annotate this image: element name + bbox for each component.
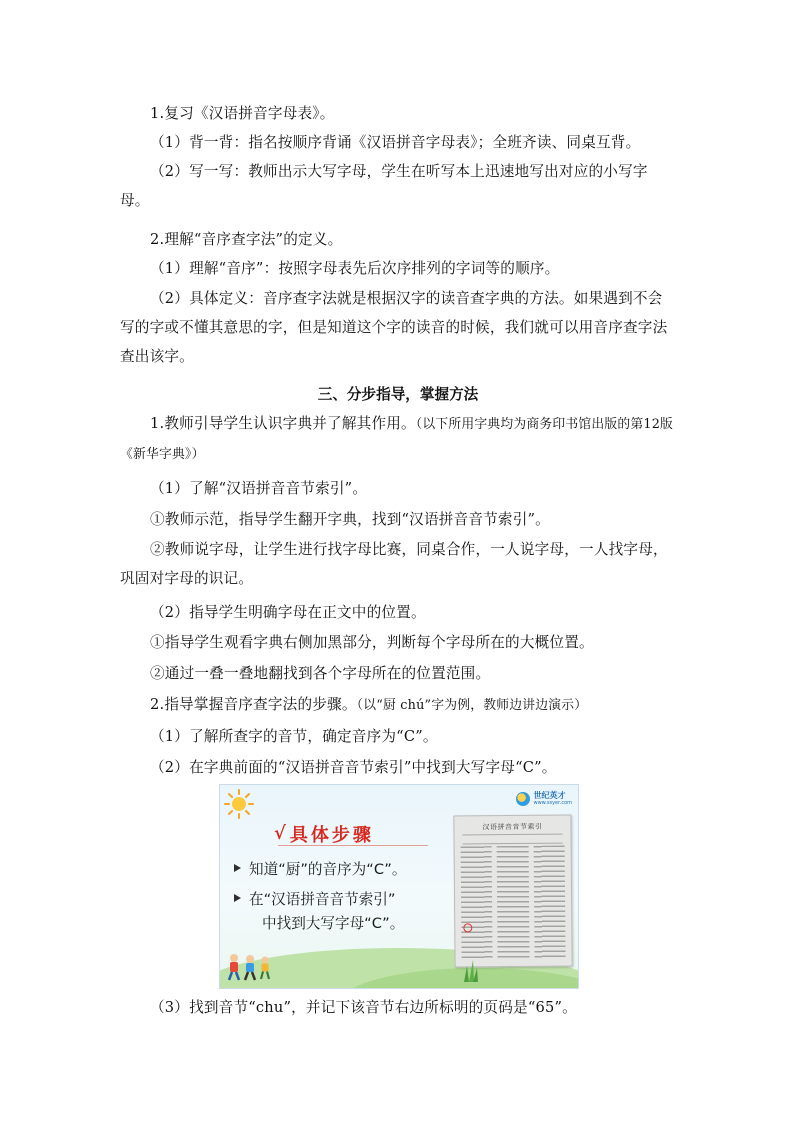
slide-bullet-2-continued: 中找到大写字母“C”。 [262,915,405,932]
syllable-index-photo [453,814,572,967]
grass-icon [460,958,480,982]
paragraph-understand-order: （1）理解“音序”：按照字母表先后次序排列的字词等的顺序。 [150,260,560,277]
logo-icon [516,792,530,806]
index-photo-title: 汉语拼音音节索引 [482,822,543,832]
slide-title-text: 具体步骤 [289,825,374,846]
paragraph-understand-definition: 2.理解“音序查字法”的定义。 [150,231,343,248]
paragraph-definition: （2）具体定义：音序查字法就是根据汉字的读音查字典的方法。如果遇到不会写的字或不懂其意思的字，但是知道这个字的读音的时候，我们就可以用音序查字法查出该字。 [120,290,668,365]
logo-url: www.ssyer.com [533,800,572,806]
paragraph-step-1: （1）了解所查字的音节，确定音序为“C”。 [150,728,438,745]
slide-bullet-2 [234,889,395,911]
paragraph-steps-text: 2.指导掌握音序查字法的步骤。 [150,696,357,713]
paragraph-syllable-index: （1）了解“汉语拼音音节索引”。 [150,480,368,497]
index-column [497,846,529,958]
red-circle-mark-icon [463,923,472,932]
title-underline [278,845,428,846]
paragraph-step-2: （2）在字典前面的“汉语拼音音节索引”中找到大写字母“C”。 [150,759,557,776]
steps-example-note: （以“厨 chú”字为例，教师边讲边演示） [356,698,588,713]
paragraph-know-dictionary [120,409,676,469]
triangle-bullet-icon [234,894,241,902]
paragraph-letter-position: （2）指导学生明确字母在正文中的位置。 [150,604,426,621]
slide-image [219,784,579,989]
logo-name: 世纪英才 [533,791,566,800]
paragraph-steps [120,690,676,720]
index-column [461,846,493,958]
slide-bullet-1 [234,859,406,881]
paragraph-write: （2）写一写：教师出示大写字母，学生在听写本上迅速地写出对应的小写字母。 [120,163,648,209]
paragraph-flip-range: ②通过一叠一叠地翻找到各个字母所在的位置范围。 [150,665,491,682]
slide-title [274,821,374,847]
triangle-bullet-icon [234,864,241,872]
paragraph-letter-game: ②教师说字母，让学生进行找字母比赛，同桌合作，一人说字母，一人找字母，巩固对字母的识记。 [120,541,668,587]
paragraph-black-edge: ①指导学生观看字典右侧加黑部分，判断每个字母所在的大概位置。 [150,634,594,651]
dictionary-edition-note: （以下所用字典均为商务印书馆出版的第12版《新华字典》） [120,417,674,462]
slide-bullet-2-text: 在“汉语拼音音节索引” [249,891,396,908]
paragraph-recite: （1）背一背：指名按顺序背诵《汉语拼音字母表》；全班齐读、同桌互背。 [150,134,641,151]
sun-icon [224,789,254,819]
slide-bullet-1-text: 知道“厨”的音序为“C”。 [249,861,407,878]
children-running-icon [226,952,272,982]
section-heading: 三、分步指导，掌握方法 [317,386,479,403]
index-photo-rule [463,834,563,845]
paragraph-review-alphabet: 1.复习《汉语拼音字母表》。 [150,105,335,122]
paragraph-step-3: （3）找到音节“chu”，并记下该音节右边所标明的页码是“65”。 [150,999,577,1016]
publisher-logo [516,791,572,806]
paragraph-teacher-demo: ①教师示范，指导学生翻开字典，找到“汉语拼音音节索引”。 [150,511,550,528]
check-mark-icon: √ [274,823,286,844]
index-column [533,846,565,958]
index-photo-columns [461,846,566,959]
paragraph-know-dictionary-text: 1.教师引导学生认识字典并了解其作用。 [150,415,416,432]
